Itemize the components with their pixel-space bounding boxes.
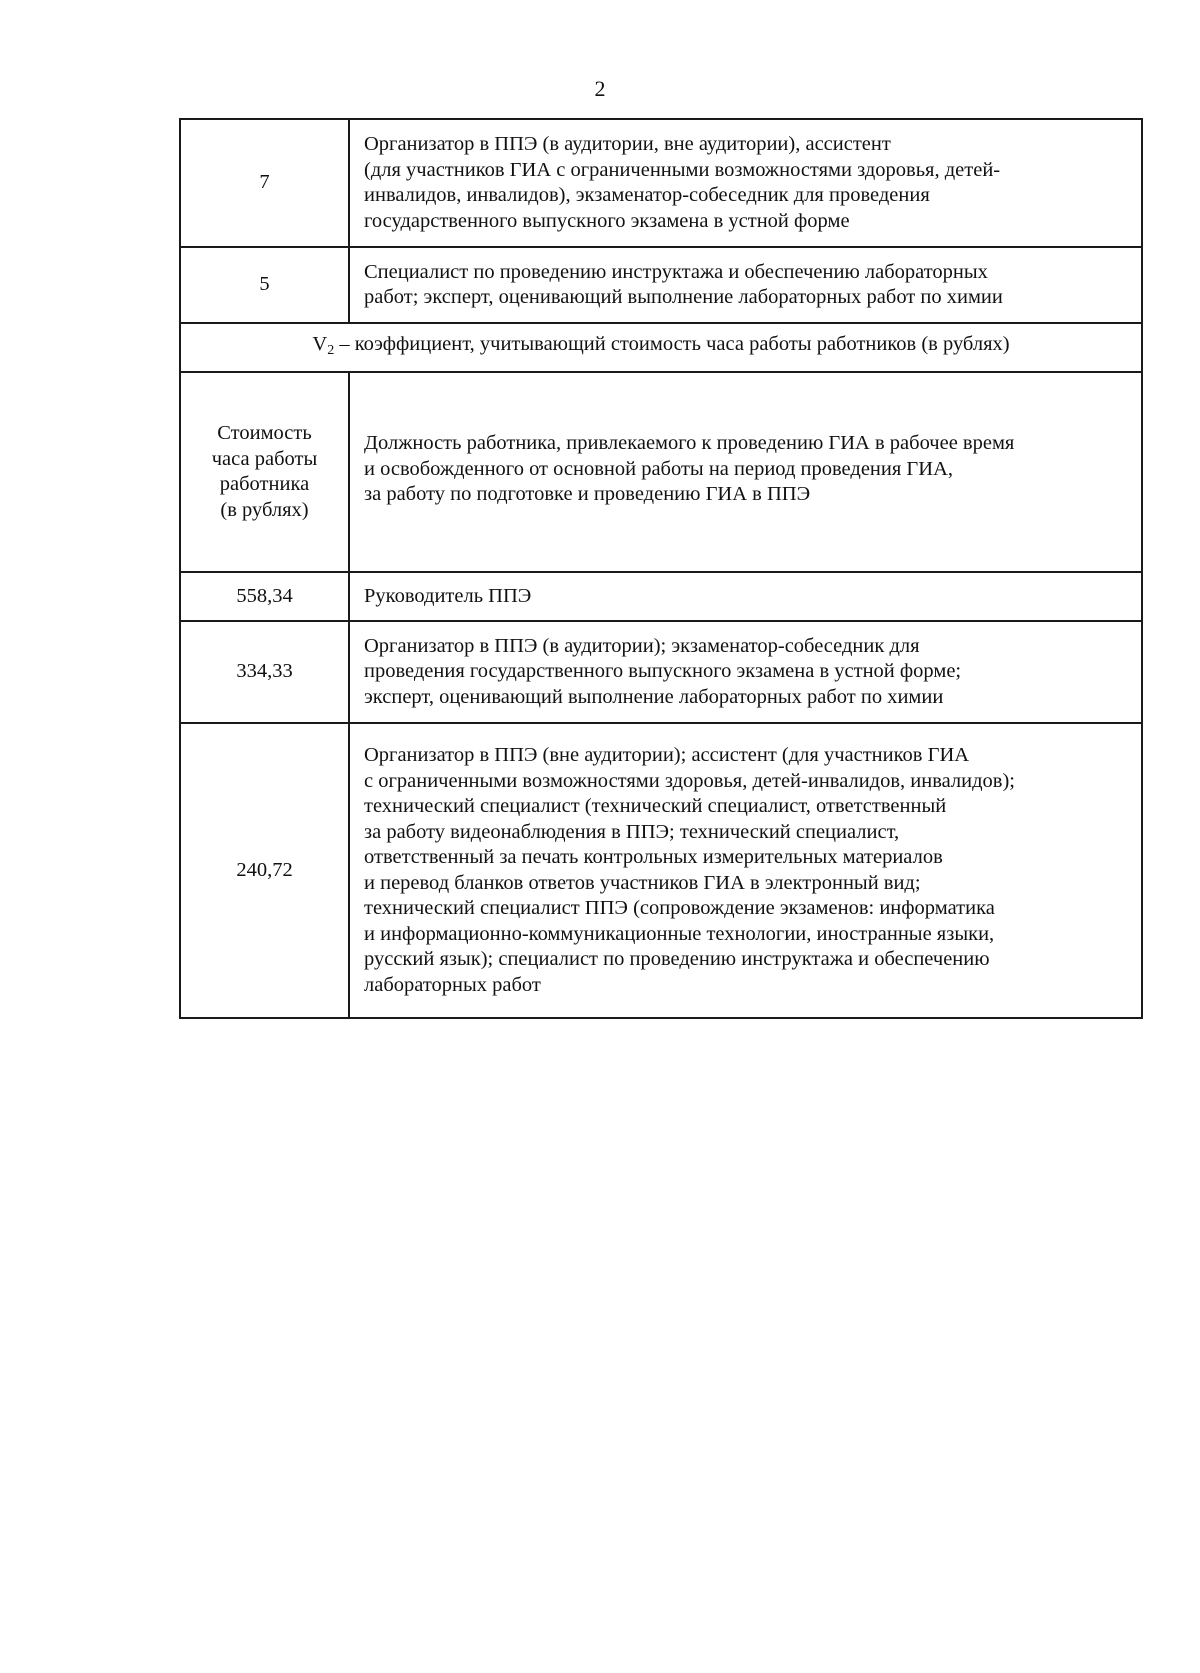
cost-cell — [180, 723, 349, 1018]
v2-subscript: 2 — [327, 342, 335, 358]
position-cell — [349, 119, 1142, 247]
table-row — [180, 323, 1142, 372]
position-header-line: и освобожденного от основной работы на период проведения ГИА, — [364, 457, 953, 480]
page-number: 2 — [594, 76, 606, 101]
table-header-row — [180, 372, 1142, 572]
table-row — [180, 247, 1142, 323]
cost-cell — [180, 621, 349, 723]
position-line: инвалидов, инвалидов), экзаменатор-собеседник для проведения — [364, 184, 930, 206]
position-line: проведения государственного выпускного экзамена в устной форме; — [364, 660, 962, 683]
position-cell — [349, 572, 1142, 621]
table-row — [180, 572, 1142, 621]
v2-text: – коэффициент, учитывающий стоимость часа работы работников (в рублях) — [334, 332, 1010, 355]
position-header-line: за работу по подготовке и проведению ГИА в ППЭ — [364, 483, 811, 505]
position-line: лабораторных работ — [364, 973, 541, 996]
table-row — [180, 119, 1142, 247]
position-line: русский язык); специалист по проведению инструктажа и обеспечению — [364, 948, 990, 970]
position-line: и перевод бланков ответов участников ГИА в электронный вид; — [364, 871, 921, 894]
position-line: (для участников ГИА с ограниченными возможностями здоровья, детей- — [364, 158, 1001, 181]
cost-cell — [180, 572, 349, 621]
position-line: эксперт, оценивающий выполнение лабораторных работ по химии — [364, 685, 944, 708]
cost-value: 334,33 — [236, 660, 293, 683]
position-line: технический специалист ППЭ (сопровождение экзаменов: информатика — [364, 897, 995, 919]
table-row — [180, 723, 1142, 1018]
cost-header-line: часа работы — [211, 447, 318, 470]
position-line: Руководитель ППЭ — [364, 584, 532, 607]
cost-value: 558,34 — [236, 584, 293, 607]
cost-value: 240,72 — [236, 858, 293, 881]
position-cell — [349, 621, 1142, 723]
position-line: за работу видеонаблюдения в ППЭ; технический специалист, — [364, 820, 900, 843]
position-cell — [349, 723, 1142, 1018]
position-line: технический специалист (технический специалист, ответственный — [364, 795, 947, 817]
position-line: ответственный за печать контрольных измерительных материалов — [364, 846, 943, 868]
coefficient-cell — [180, 119, 349, 247]
cost-header-line: (в рублях) — [220, 498, 309, 521]
position-line: работ; эксперт, оценивающий выполнение лабораторных работ по химии — [364, 286, 1003, 308]
v2-heading — [180, 323, 1142, 372]
position-line: Организатор в ППЭ (в аудитории, вне аудитории), ассистент — [364, 133, 891, 155]
v2-symbol: V — [312, 332, 328, 355]
cost-header-line: работника — [219, 473, 310, 495]
coefficient-value: 5 — [259, 273, 270, 296]
coefficients-table — [179, 118, 1143, 1019]
position-line: Организатор в ППЭ (в аудитории); экзаменатор-собеседник для — [364, 634, 920, 657]
position-header — [349, 372, 1142, 572]
cost-header — [180, 372, 349, 572]
position-line: Организатор в ППЭ (вне аудитории); ассистент (для участников ГИА — [364, 744, 970, 766]
position-cell — [349, 247, 1142, 323]
position-line: государственного выпускного экзамена в устной форме — [364, 209, 850, 232]
cost-header-line: Стоимость — [217, 422, 312, 444]
position-line: Специалист по проведению инструктажа и обеспечению лабораторных — [364, 260, 988, 283]
table-row — [180, 621, 1142, 723]
coefficient-value: 7 — [259, 171, 270, 194]
coefficient-cell — [180, 247, 349, 323]
position-line: и информационно-коммуникационные технологии, иностранные языки, — [364, 922, 995, 945]
position-header-line: Должность работника, привлекаемого к проведению ГИА в рабочее время — [364, 432, 1015, 454]
position-line: с ограниченными возможностями здоровья, детей-инвалидов, инвалидов); — [364, 769, 1016, 792]
